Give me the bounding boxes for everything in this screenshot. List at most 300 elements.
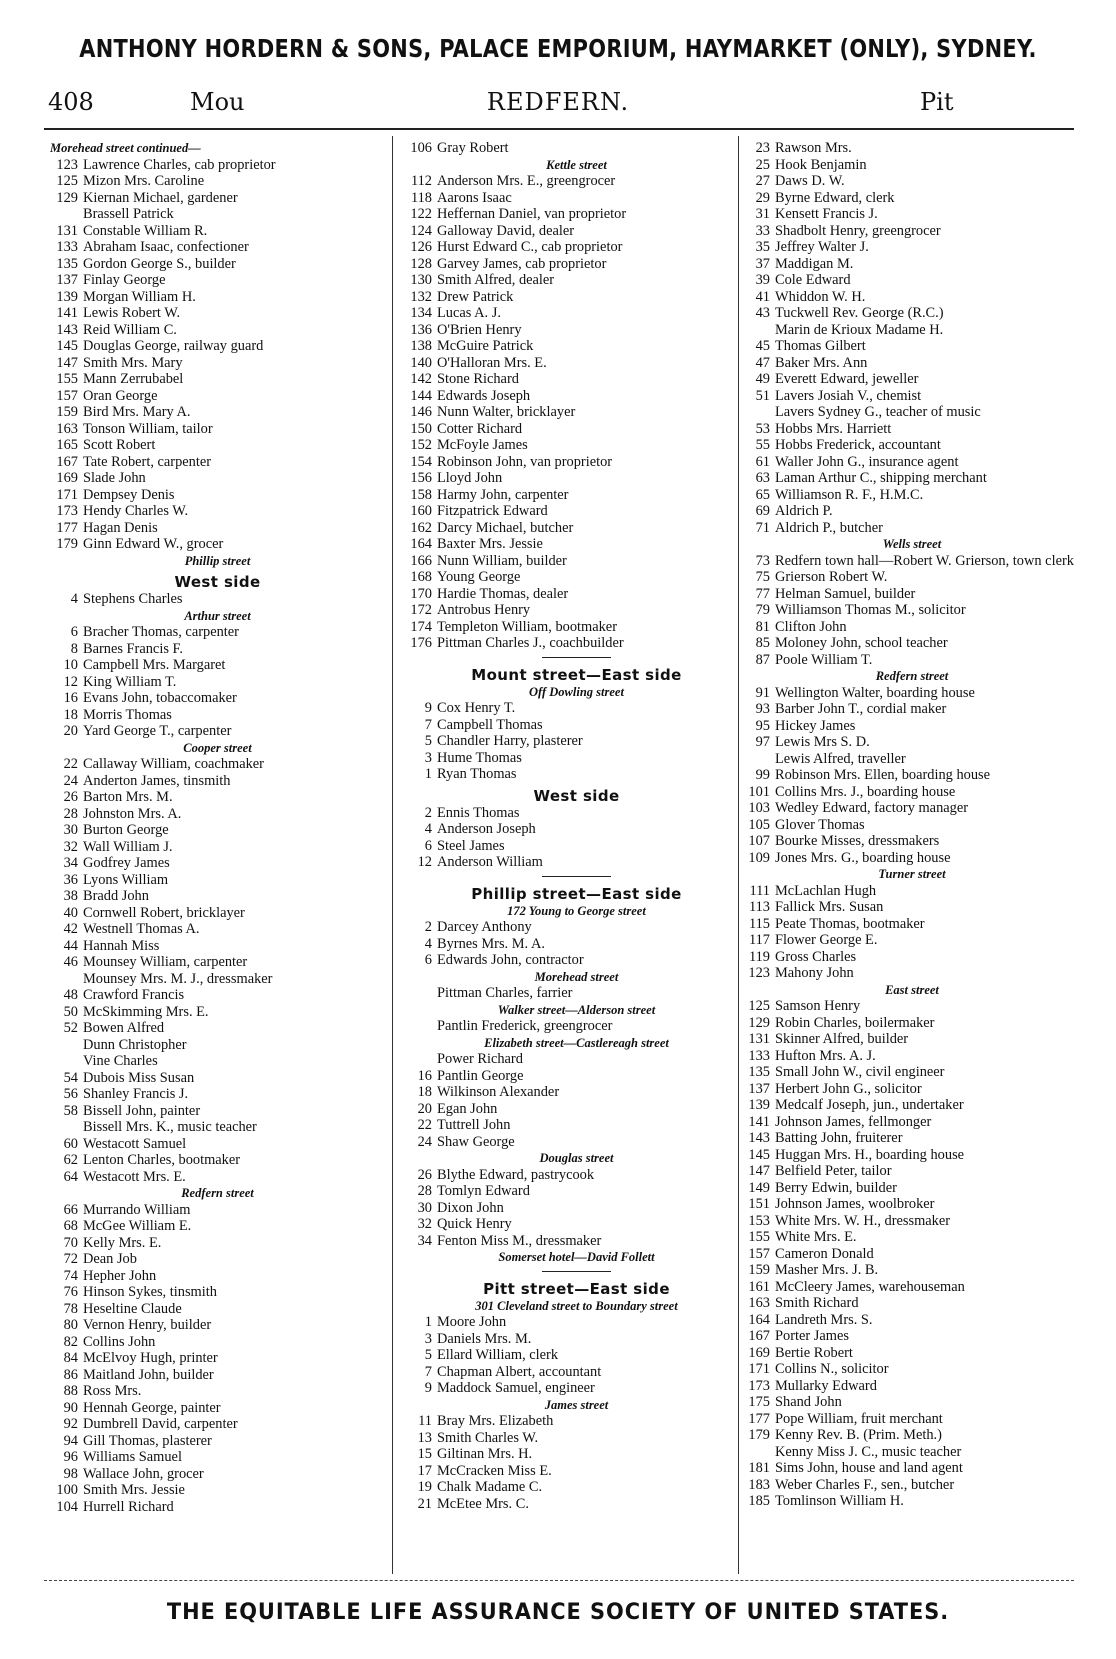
resident-name: O'Brien Henry bbox=[437, 321, 522, 338]
resident-name: Lavers Sydney G., teacher of music bbox=[775, 404, 981, 420]
directory-entry bbox=[742, 437, 1082, 454]
directory-entry bbox=[742, 1328, 1082, 1345]
resident-name: McLachlan Hugh bbox=[775, 882, 877, 899]
house-number: 125 bbox=[748, 998, 770, 1014]
resident-name: McEtee Mrs. C. bbox=[437, 1495, 529, 1512]
directory-entry bbox=[742, 1460, 1082, 1477]
resident-name: Hannah Miss bbox=[83, 937, 160, 954]
house-number: 21 bbox=[417, 1495, 432, 1512]
house-number: 139 bbox=[56, 288, 78, 305]
resident-name: Mizon Mrs. Caroline bbox=[83, 173, 205, 189]
directory-entry bbox=[742, 1213, 1082, 1230]
resident-name: Pope William, fruit merchant bbox=[775, 1410, 943, 1427]
house-number: 15 bbox=[417, 1446, 432, 1462]
resident-name: Mullarky Edward bbox=[775, 1377, 877, 1394]
section-rule bbox=[404, 652, 749, 662]
directory-entry bbox=[50, 487, 385, 504]
resident-name: Sims John, house and land agent bbox=[775, 1460, 963, 1476]
directory-entry bbox=[50, 1169, 385, 1186]
directory-entry bbox=[742, 685, 1082, 702]
house-number: 125 bbox=[56, 173, 78, 189]
house-number: 22 bbox=[63, 756, 78, 772]
resident-name: Hickey James bbox=[775, 717, 856, 734]
resident-name: Antrobus Henry bbox=[437, 602, 531, 618]
directory-entry bbox=[742, 569, 1082, 586]
resident-name: Landreth Mrs. S. bbox=[775, 1311, 873, 1328]
directory-entry bbox=[404, 305, 749, 322]
house-number: 133 bbox=[748, 1047, 770, 1064]
directory-entry bbox=[50, 1136, 385, 1153]
house-number: 166 bbox=[410, 552, 432, 569]
resident-name: Barnes Francis F. bbox=[83, 640, 183, 657]
house-number: 4 bbox=[70, 591, 78, 607]
directory-entry bbox=[742, 701, 1082, 718]
house-number: 66 bbox=[63, 1201, 78, 1218]
directory-entry bbox=[742, 1295, 1082, 1312]
resident-name: Gordon George S., builder bbox=[83, 255, 236, 272]
directory-entry bbox=[50, 338, 385, 355]
directory-entry bbox=[742, 619, 1082, 636]
house-number: 4 bbox=[424, 821, 432, 837]
directory-entry bbox=[50, 855, 385, 872]
directory-entry bbox=[742, 454, 1082, 471]
house-number: 30 bbox=[63, 822, 78, 838]
resident-name: Vine Charles bbox=[83, 1053, 158, 1069]
house-number: 79 bbox=[755, 602, 770, 618]
directory-entry bbox=[404, 272, 749, 289]
resident-name: Batting John, fruiterer bbox=[775, 1130, 903, 1146]
street-heading: West side bbox=[174, 573, 261, 591]
directory-entry bbox=[50, 888, 385, 905]
directory-entry bbox=[404, 1463, 749, 1480]
directory-entry bbox=[404, 421, 749, 438]
right-guide-word: Pit bbox=[920, 88, 954, 116]
resident-name: Cole Edward bbox=[775, 272, 851, 288]
resident-name: Helman Samuel, builder bbox=[775, 585, 916, 602]
house-number: 167 bbox=[748, 1328, 770, 1344]
directory-entry bbox=[742, 652, 1082, 669]
resident-name: Lewis Mrs S. D. bbox=[775, 734, 870, 750]
directory-entry bbox=[742, 140, 1082, 157]
directory-entry bbox=[50, 206, 385, 223]
house-number: 139 bbox=[748, 1097, 770, 1113]
house-number: 85 bbox=[755, 635, 770, 651]
resident-name: Darcy Michael, butcher bbox=[437, 519, 574, 536]
directory-entry bbox=[742, 965, 1082, 982]
house-number: 3 bbox=[424, 1330, 432, 1347]
resident-name: Daniels Mrs. M. bbox=[437, 1330, 532, 1347]
directory-entry bbox=[742, 1081, 1082, 1098]
directory-entry bbox=[742, 520, 1082, 537]
street-heading: Pitt street—East side bbox=[483, 1279, 670, 1298]
directory-entry bbox=[742, 1279, 1082, 1296]
house-number: 151 bbox=[748, 1196, 770, 1212]
house-number: 6 bbox=[70, 624, 78, 640]
directory-entry bbox=[50, 938, 385, 955]
house-number: 137 bbox=[56, 272, 78, 288]
resident-name: Young George bbox=[437, 569, 521, 585]
house-number: 124 bbox=[410, 222, 432, 239]
directory-entry bbox=[742, 751, 1082, 768]
directory-entry bbox=[50, 1152, 385, 1169]
house-number: 145 bbox=[56, 338, 78, 354]
house-number: 138 bbox=[410, 338, 432, 354]
resident-name: Jeffrey Walter J. bbox=[775, 239, 869, 255]
house-number: 135 bbox=[748, 1064, 770, 1080]
resident-name: Mahony John bbox=[775, 965, 854, 981]
resident-name: Hardie Thomas, dealer bbox=[437, 585, 569, 602]
resident-name: Darcey Anthony bbox=[437, 919, 532, 935]
resident-name: Mounsey Mrs. M. J., dressmaker bbox=[83, 970, 273, 987]
house-number: 19 bbox=[417, 1479, 432, 1495]
directory-entry bbox=[50, 223, 385, 240]
directory-entry bbox=[50, 806, 385, 823]
resident-name: Hurrell Richard bbox=[83, 1498, 174, 1515]
cross-street-label: Somerset hotel—David Follett bbox=[498, 1250, 655, 1264]
house-number: 1 bbox=[424, 766, 432, 782]
resident-name: Byrnes Mrs. M. A. bbox=[437, 935, 545, 952]
directory-entry bbox=[404, 1200, 749, 1217]
house-number: 78 bbox=[63, 1300, 78, 1317]
cross-street-label: Turner street bbox=[878, 867, 946, 881]
resident-name: Smith Mrs. Mary bbox=[83, 354, 183, 371]
directory-entry bbox=[50, 404, 385, 421]
resident-name: Brassell Patrick bbox=[83, 206, 174, 222]
house-number: 9 bbox=[424, 700, 432, 716]
resident-name: Anderson Joseph bbox=[437, 821, 536, 837]
resident-name: Smith Richard bbox=[775, 1295, 859, 1311]
resident-name: Bird Mrs. Mary A. bbox=[83, 404, 191, 420]
resident-name: O'Halloran Mrs. E. bbox=[437, 354, 547, 371]
resident-name: Mann Zerrubabel bbox=[83, 371, 184, 387]
directory-entry bbox=[404, 173, 749, 190]
directory-entry bbox=[50, 1235, 385, 1252]
resident-name: McSkimming Mrs. E. bbox=[83, 1003, 209, 1020]
house-number: 143 bbox=[748, 1130, 770, 1146]
resident-name: Pantlin George bbox=[437, 1067, 524, 1084]
resident-name: Smith Alfred, dealer bbox=[437, 272, 555, 288]
resident-name: Thomas Gilbert bbox=[775, 338, 866, 354]
house-number: 128 bbox=[410, 255, 432, 272]
directory-entry bbox=[742, 833, 1082, 850]
resident-name: Smith Charles W. bbox=[437, 1429, 539, 1446]
house-number: 105 bbox=[748, 816, 770, 833]
house-number: 58 bbox=[63, 1102, 78, 1119]
directory-entry bbox=[50, 421, 385, 438]
directory-entry bbox=[404, 371, 749, 388]
directory-entry bbox=[742, 1411, 1082, 1428]
directory-entry bbox=[404, 206, 749, 223]
resident-name: Robinson Mrs. Ellen, boarding house bbox=[775, 767, 991, 783]
house-number: 90 bbox=[63, 1399, 78, 1416]
house-number: 173 bbox=[56, 503, 78, 519]
directory-entry bbox=[742, 1246, 1082, 1263]
resident-name: Ryan Thomas bbox=[437, 766, 517, 782]
house-number: 118 bbox=[410, 189, 432, 206]
resident-name: Anderton James, tinsmith bbox=[83, 772, 231, 789]
resident-name: Wall William J. bbox=[83, 838, 173, 855]
house-number: 131 bbox=[748, 1031, 770, 1047]
cross-street-label: Douglas street bbox=[539, 1151, 614, 1165]
directory-entry bbox=[50, 1433, 385, 1450]
house-number: 42 bbox=[63, 921, 78, 937]
directory-entry bbox=[742, 190, 1082, 207]
house-number: 156 bbox=[410, 470, 432, 486]
resident-name: Tuttrell John bbox=[437, 1117, 511, 1133]
resident-name: Maddock Samuel, engineer bbox=[437, 1380, 595, 1396]
house-number: 140 bbox=[410, 354, 432, 371]
directory-entry bbox=[404, 223, 749, 240]
directory-entry bbox=[742, 1015, 1082, 1032]
continuation-label: Morehead street continued— bbox=[50, 141, 201, 155]
directory-entry bbox=[50, 1086, 385, 1103]
house-number: 164 bbox=[410, 536, 432, 552]
directory-entry bbox=[50, 1367, 385, 1384]
directory-entry bbox=[742, 338, 1082, 355]
directory-entry bbox=[50, 773, 385, 790]
directory-entry bbox=[50, 756, 385, 773]
resident-name: Tonson William, tailor bbox=[83, 420, 213, 437]
house-number: 113 bbox=[748, 899, 770, 915]
directory-entry bbox=[742, 206, 1082, 223]
resident-name: Crawford Francis bbox=[83, 987, 185, 1003]
directory-entry bbox=[404, 140, 749, 157]
directory-entry bbox=[404, 454, 749, 471]
resident-name: Lyons William bbox=[83, 871, 169, 888]
directory-entry bbox=[50, 872, 385, 889]
directory-entry bbox=[742, 916, 1082, 933]
house-number: 26 bbox=[417, 1166, 432, 1183]
resident-name: Ross Mrs. bbox=[83, 1383, 142, 1399]
house-number: 169 bbox=[56, 470, 78, 486]
directory-entry bbox=[50, 1268, 385, 1285]
directory-entry bbox=[50, 1103, 385, 1120]
house-number: 80 bbox=[63, 1317, 78, 1333]
resident-name: King William T. bbox=[83, 673, 177, 690]
directory-entry bbox=[742, 256, 1082, 273]
house-number: 49 bbox=[755, 371, 770, 387]
house-number: 179 bbox=[748, 1427, 770, 1443]
resident-name: Cornwell Robert, bricklayer bbox=[83, 904, 245, 921]
house-number: 9 bbox=[424, 1380, 432, 1396]
directory-entry bbox=[742, 1378, 1082, 1395]
house-number: 107 bbox=[748, 833, 770, 849]
directory-entry bbox=[404, 487, 749, 504]
directory-entry bbox=[50, 520, 385, 537]
directory-entry bbox=[742, 1312, 1082, 1329]
house-number: 103 bbox=[748, 800, 770, 816]
resident-name: Lloyd John bbox=[437, 470, 503, 486]
resident-name: Dumbrell David, carpenter bbox=[83, 1416, 238, 1432]
resident-name: Chandler Harry, plasterer bbox=[437, 733, 583, 749]
resident-name: McElvoy Hugh, printer bbox=[83, 1350, 218, 1366]
house-number: 34 bbox=[63, 855, 78, 871]
section-rule bbox=[404, 871, 749, 881]
directory-entry bbox=[50, 987, 385, 1004]
resident-name: Dunn Christopher bbox=[83, 1036, 187, 1053]
cross-street-label: 301 Cleveland street to Boundary street bbox=[475, 1298, 678, 1313]
house-number: 39 bbox=[755, 272, 770, 288]
directory-entry bbox=[50, 1020, 385, 1037]
resident-name: Hobbs Mrs. Harriett bbox=[775, 420, 892, 437]
house-number: 38 bbox=[63, 888, 78, 904]
resident-name: Westacott Samuel bbox=[83, 1135, 187, 1152]
resident-name: McGee William E. bbox=[83, 1218, 192, 1234]
resident-name: Heffernan Daniel, van proprietor bbox=[437, 206, 627, 222]
house-number: 63 bbox=[755, 470, 770, 486]
house-number: 7 bbox=[424, 1363, 432, 1380]
directory-entry bbox=[50, 1301, 385, 1318]
house-number: 93 bbox=[755, 701, 770, 717]
directory-entry bbox=[742, 1163, 1082, 1180]
house-number: 7 bbox=[424, 716, 432, 733]
cross-street-label: Arthur street bbox=[184, 608, 251, 623]
house-number: 97 bbox=[755, 734, 770, 750]
resident-name: Glover Thomas bbox=[775, 816, 865, 833]
resident-name: Huggan Mrs. H., boarding house bbox=[775, 1146, 965, 1163]
directory-entry bbox=[50, 322, 385, 339]
directory-entry bbox=[742, 1262, 1082, 1279]
directory-entry bbox=[404, 1051, 749, 1068]
resident-name: Hume Thomas bbox=[437, 749, 522, 766]
resident-name: Collins Mrs. J., boarding house bbox=[775, 783, 956, 800]
resident-name: Rawson Mrs. bbox=[775, 140, 852, 156]
directory-entry bbox=[404, 985, 749, 1002]
resident-name: Constable William R. bbox=[83, 222, 208, 239]
directory-entry bbox=[404, 1084, 749, 1101]
resident-name: Wellington Walter, boarding house bbox=[775, 684, 975, 701]
directory-column-2 bbox=[404, 140, 749, 1512]
house-number: 20 bbox=[417, 1100, 432, 1117]
resident-name: Scott Robert bbox=[83, 437, 156, 453]
directory-entry bbox=[742, 1427, 1082, 1444]
house-number: 68 bbox=[63, 1218, 78, 1234]
header-rule bbox=[44, 128, 1074, 130]
directory-entry bbox=[404, 936, 749, 953]
house-number: 16 bbox=[417, 1067, 432, 1084]
directory-entry bbox=[50, 470, 385, 487]
resident-name: Bray Mrs. Elizabeth bbox=[437, 1413, 554, 1429]
house-number: 70 bbox=[63, 1234, 78, 1251]
resident-name: Flower George E. bbox=[775, 932, 878, 948]
directory-entry bbox=[50, 1053, 385, 1070]
directory-entry bbox=[404, 437, 749, 454]
directory-entry bbox=[404, 635, 749, 652]
directory-entry bbox=[404, 520, 749, 537]
directory-entry bbox=[404, 838, 749, 855]
resident-name: Bissell John, painter bbox=[83, 1102, 201, 1119]
directory-entry bbox=[50, 1466, 385, 1483]
house-number: 29 bbox=[755, 189, 770, 206]
directory-entry bbox=[404, 586, 749, 603]
resident-name: Fenton Miss M., dressmaker bbox=[437, 1232, 602, 1249]
resident-name: Lavers Josiah V., chemist bbox=[775, 387, 922, 404]
house-number: 132 bbox=[410, 288, 432, 305]
resident-name: Dempsey Denis bbox=[83, 486, 175, 503]
house-number: 61 bbox=[755, 453, 770, 470]
directory-entry bbox=[50, 624, 385, 641]
house-number: 36 bbox=[63, 871, 78, 888]
cross-street-label: Phillip street bbox=[184, 553, 251, 568]
directory-entry bbox=[50, 789, 385, 806]
directory-entry bbox=[404, 1117, 749, 1134]
resident-name: Blythe Edward, pastrycook bbox=[437, 1166, 595, 1183]
house-number: 86 bbox=[63, 1366, 78, 1383]
directory-entry bbox=[742, 1493, 1082, 1510]
resident-name: Heseltine Claude bbox=[83, 1300, 182, 1317]
footer-rule bbox=[44, 1580, 1074, 1581]
directory-entry bbox=[50, 1284, 385, 1301]
resident-name: Grierson Robert W. bbox=[775, 569, 888, 585]
resident-name: Byrne Edward, clerk bbox=[775, 189, 895, 206]
resident-name: Collins N., solicitor bbox=[775, 1361, 889, 1377]
house-number: 18 bbox=[417, 1084, 432, 1100]
house-number: 177 bbox=[56, 519, 78, 536]
directory-entry bbox=[50, 371, 385, 388]
house-number: 106 bbox=[410, 140, 432, 156]
directory-entry bbox=[50, 657, 385, 674]
resident-name: Gray Robert bbox=[437, 140, 509, 156]
house-number: 168 bbox=[410, 569, 432, 585]
cross-street-label: James street bbox=[544, 1397, 609, 1412]
resident-name: Lawrence Charles, cab proprietor bbox=[83, 156, 276, 173]
resident-name: White Mrs. W. H., dressmaker bbox=[775, 1212, 951, 1229]
resident-name: Quick Henry bbox=[437, 1216, 512, 1232]
directory-entry bbox=[742, 883, 1082, 900]
resident-name: Bourke Misses, dressmakers bbox=[775, 833, 940, 849]
resident-name: Robinson John, van proprietor bbox=[437, 453, 613, 470]
directory-entry bbox=[50, 954, 385, 971]
directory-entry bbox=[50, 1350, 385, 1367]
house-number: 51 bbox=[755, 387, 770, 404]
resident-name: Yard George T., carpenter bbox=[83, 723, 232, 739]
resident-name: Power Richard bbox=[437, 1051, 523, 1067]
cross-street-label: Redfern street bbox=[875, 669, 949, 683]
resident-name: Hook Benjamin bbox=[775, 156, 867, 173]
directory-entry bbox=[404, 700, 749, 717]
house-number: 92 bbox=[63, 1416, 78, 1432]
house-number: 53 bbox=[755, 420, 770, 437]
directory-entry bbox=[50, 1499, 385, 1516]
directory-entry bbox=[50, 822, 385, 839]
directory-entry bbox=[742, 487, 1082, 504]
cross-street-label: Redfern street bbox=[181, 1186, 254, 1200]
resident-name: Lucas A. J. bbox=[437, 305, 501, 321]
house-number: 81 bbox=[755, 618, 770, 635]
section-rule bbox=[404, 1266, 749, 1276]
resident-name: Pittman Charles, farrier bbox=[437, 985, 573, 1001]
directory-entry bbox=[50, 1416, 385, 1433]
house-number: 4 bbox=[424, 935, 432, 952]
house-number: 100 bbox=[56, 1482, 78, 1498]
resident-name: Westacott Mrs. E. bbox=[83, 1168, 186, 1185]
house-number: 62 bbox=[63, 1152, 78, 1168]
house-number: 152 bbox=[410, 437, 432, 453]
directory-entry bbox=[742, 553, 1082, 570]
directory-entry bbox=[742, 932, 1082, 949]
house-number: 101 bbox=[748, 783, 770, 800]
resident-name: Ginn Edward W., grocer bbox=[83, 536, 224, 552]
house-number: 40 bbox=[63, 904, 78, 921]
resident-name: Poole William T. bbox=[775, 651, 873, 668]
directory-entry bbox=[742, 602, 1082, 619]
house-number: 82 bbox=[63, 1333, 78, 1350]
resident-name: Vernon Henry, builder bbox=[83, 1317, 212, 1333]
house-number: 147 bbox=[748, 1163, 770, 1179]
resident-name: Shaw George bbox=[437, 1133, 515, 1150]
resident-name: Giltinan Mrs. H. bbox=[437, 1446, 533, 1462]
house-number: 133 bbox=[56, 239, 78, 255]
